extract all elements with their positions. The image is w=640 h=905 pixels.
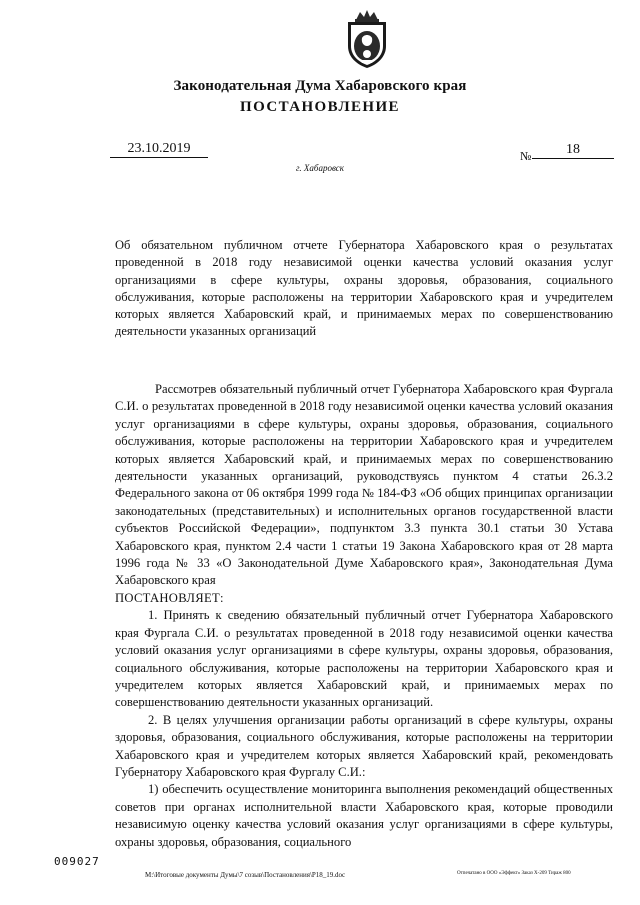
city: г. Хабаровск	[296, 163, 344, 173]
serial-number: 009027	[54, 855, 100, 868]
document-number: 18	[532, 141, 614, 159]
organization-name: Законодательная Дума Хабаровского края	[173, 78, 467, 94]
item-2: 2. В целях улучшения организации работы организаций в сфере культуры, охраны здоровья, образования, социального обслуживания, которые расположены на территории Хабаровского края и учредителем которых является Хабаровский край, рекомендовать Губернатору Хабаровского края Фургалу С.И.:	[115, 712, 613, 779]
number-sign: №	[520, 149, 532, 163]
coat-of-arms-icon	[342, 8, 392, 70]
document-subject: Об обязательном публичном отчете Губернатора Хабаровского края о результатах проведенной в 2018 году независимой оценки качества условий оказания услуг организациями в сфере культуры, охраны здоровья, образования, социального обслуживания, которые расположены на территории Хабаровского края и учредителем которых является Хабаровский край, и принимаемых мерах по совершенствованию деятельности указанных организаций	[115, 238, 613, 339]
printer-note: Отпечатано в ООО «Эффект» Заказ Х-209 Тираж 800	[457, 871, 571, 876]
document-body	[115, 381, 613, 851]
item-2-1: 1) обеспечить осуществление мониторинга выполнения рекомендаций общественных советов при органах исполнительной власти Хабаровского края, которые проводили независимую оценку качества условий оказания услуг организациями в сфере культуры, охраны здоровья, образования, социального	[115, 782, 613, 849]
resolves-heading: ПОСТАНОВЛЯЕТ:	[115, 590, 224, 605]
file-path: M:\Итоговые документы Думы\7 созыв\Постановления\Р18_19.doc	[145, 871, 346, 879]
document-type: ПОСТАНОВЛЕНИЕ	[240, 99, 400, 115]
document-date: 23.10.2019	[110, 140, 208, 158]
preamble: Рассмотрев обязательный публичный отчет Губернатора Хабаровского края Фургала С.И. о результатах проведенной в 2018 году независимой оценки качества условий оказания услуг организациями в сфере культуры, охраны здоровья, образования, социального обслуживания, которые расположены на территории Хабаровского края и учредителем которых является Хабаровский край, и принимаемых мерах по совершенствованию деятельности указанных организаций, руководствуясь пунктом 4 статьи 26.3.2 Федерального закона от 06 октября 1999 года № 184-ФЗ «Об общих принципах организации законодательных (представительных) и исполнительных органов государственной власти субъектов Российской Федерации», подпунктом 3.3 пункта 30.1 статьи 30 Устава Хабаровского края, пунктом 2.4 части 1 статьи 19 Закона Хабаровского края от 28 марта 1996 года № 33 «О Законодательной Думе Хабаровского края», Законодательная Дума Хабаровского края	[115, 382, 613, 588]
item-1: 1. Принять к сведению обязательный публичный отчет Губернатора Хабаровского края Фургала С.И. о результатах проведенной в 2018 году независимой оценки качества условий оказания услуг организациями в сфере культуры, охраны здоровья, образования, социального обслуживания, которые расположены на территории Хабаровского края и учредителем которых является Хабаровский край, и принимаемых мерах по совершенствованию деятельности указанных организаций.	[115, 608, 613, 710]
